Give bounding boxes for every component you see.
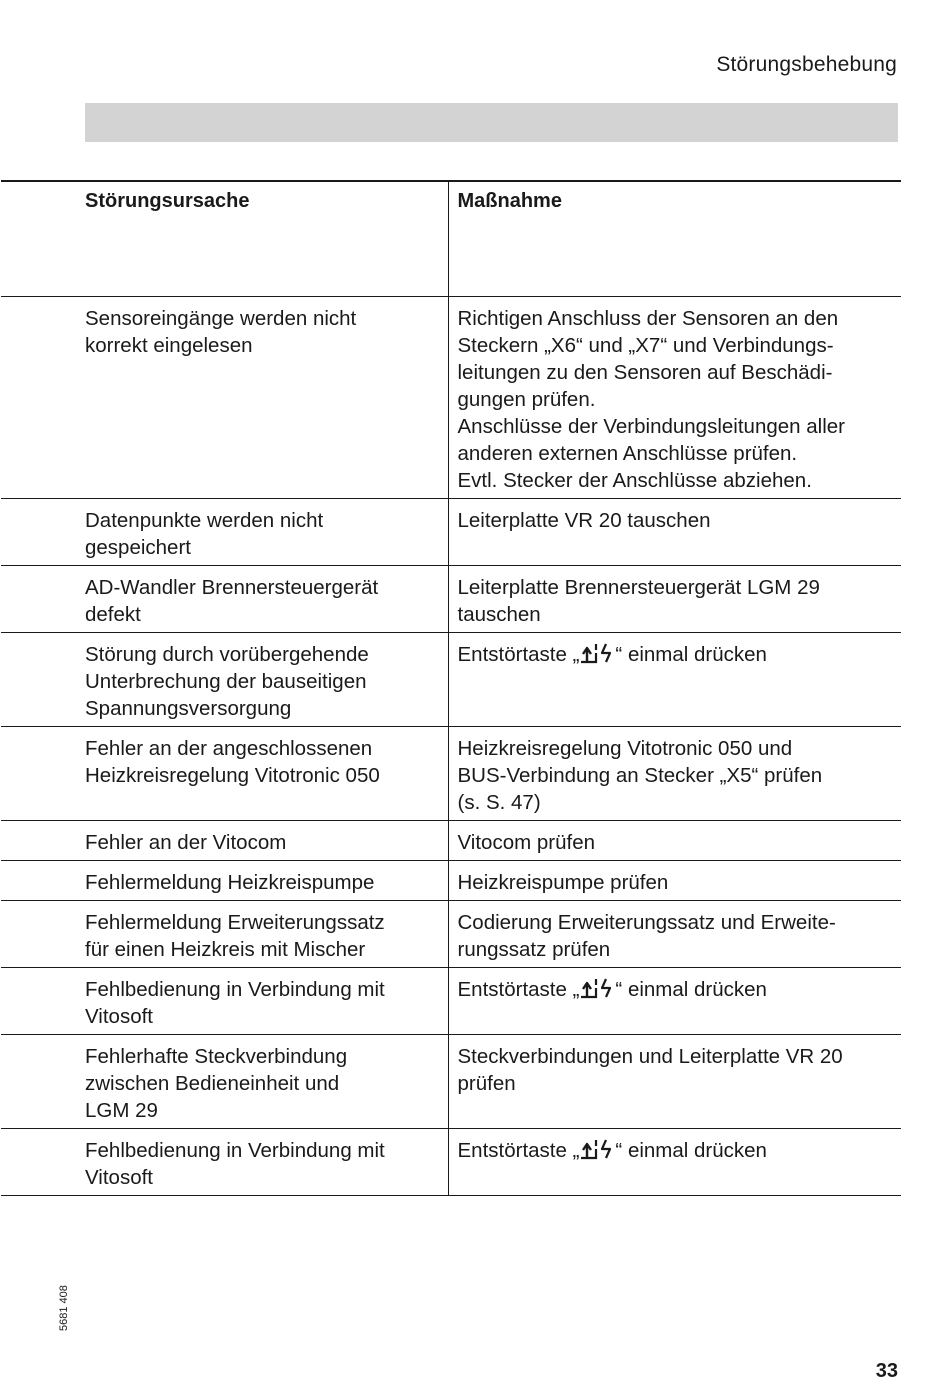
cause-line: Fehlermeldung Erweiterungssatz bbox=[85, 911, 385, 934]
header-band bbox=[85, 103, 898, 142]
action-cell bbox=[448, 566, 901, 633]
cause-cell bbox=[1, 633, 448, 727]
action-line bbox=[458, 976, 898, 1003]
section-title: Störungsbehebung bbox=[716, 53, 897, 76]
header-cause: Störungsursache bbox=[1, 181, 448, 297]
cause-line: Fehlbedienung in Verbindung mit bbox=[85, 1139, 385, 1162]
action-line: Steckverbindungen und Leiterplatte VR 20 bbox=[457, 1045, 843, 1068]
action-line: Richtigen Anschluss der Sensoren an den bbox=[457, 307, 839, 330]
cause-cell bbox=[1, 821, 448, 861]
action-cell bbox=[448, 1035, 901, 1129]
cause-line: LGM 29 bbox=[85, 1099, 158, 1122]
action-line: rungssatz prüfen bbox=[457, 938, 611, 961]
cause-cell bbox=[1, 727, 448, 821]
table-row bbox=[1, 297, 901, 499]
action-line bbox=[458, 641, 898, 668]
action-suffix: “ einmal drücken bbox=[615, 1139, 767, 1162]
table-row bbox=[1, 727, 901, 821]
table-row bbox=[1, 499, 901, 566]
table-row bbox=[1, 821, 901, 861]
action-line bbox=[458, 1137, 898, 1164]
action-suffix: “ einmal drücken bbox=[615, 978, 767, 1001]
action-line: Heizkreispumpe prüfen bbox=[457, 871, 669, 894]
action-line: Heizkreisregelung Vitotronic 050 und bbox=[457, 737, 793, 760]
action-cell bbox=[448, 1129, 901, 1196]
action-line: Evtl. Stecker der Anschlüsse abziehen. bbox=[457, 469, 812, 492]
cause-line: Fehlermeldung Heizkreispumpe bbox=[85, 871, 375, 894]
reset-button-icon bbox=[580, 977, 614, 999]
action-cell bbox=[448, 901, 901, 968]
cause-cell bbox=[1, 499, 448, 566]
cause-line: zwischen Bedieneinheit und bbox=[85, 1072, 340, 1095]
cause-line: korrekt eingelesen bbox=[85, 334, 253, 357]
cause-line: defekt bbox=[85, 603, 141, 626]
table-row bbox=[1, 861, 901, 901]
cause-cell bbox=[1, 297, 448, 499]
action-line: Steckern „X6“ und „X7“ und Verbindungs- bbox=[457, 334, 834, 357]
table-row bbox=[1, 901, 901, 968]
troubleshooting-table bbox=[1, 180, 901, 1196]
cause-line: Fehlbedienung in Verbindung mit bbox=[85, 978, 385, 1001]
table-row bbox=[1, 566, 901, 633]
reset-button-icon bbox=[580, 642, 614, 664]
action-cell bbox=[448, 499, 901, 566]
action-line: Anschlüsse der Verbindungsleitungen aller bbox=[457, 415, 845, 438]
cause-cell bbox=[1, 1129, 448, 1196]
table-header-row bbox=[1, 181, 901, 297]
cause-line: für einen Heizkreis mit Mischer bbox=[85, 938, 366, 961]
action-cell bbox=[448, 297, 901, 499]
action-line: Vitocom prüfen bbox=[457, 831, 596, 854]
header-action: Maßnahme bbox=[448, 181, 901, 297]
action-cell bbox=[448, 727, 901, 821]
action-cell bbox=[448, 968, 901, 1035]
cause-line: Fehlerhafte Steckverbindung bbox=[85, 1045, 348, 1068]
action-cell bbox=[448, 633, 901, 727]
table-row bbox=[1, 1129, 901, 1196]
action-suffix: “ einmal drücken bbox=[615, 643, 767, 666]
cause-line: Vitosoft bbox=[85, 1166, 153, 1189]
cause-line: gespeichert bbox=[85, 536, 191, 559]
table-row bbox=[1, 968, 901, 1035]
action-line: Leiterplatte Brennersteuergerät LGM 29 bbox=[457, 576, 820, 599]
reset-button-icon bbox=[580, 1138, 614, 1160]
cause-cell bbox=[1, 968, 448, 1035]
action-line: tauschen bbox=[457, 603, 541, 626]
cause-cell bbox=[1, 861, 448, 901]
action-line: (s. S. 47) bbox=[457, 791, 541, 814]
action-line: BUS-Verbindung an Stecker „X5“ prüfen bbox=[457, 764, 823, 787]
cause-cell bbox=[1, 901, 448, 968]
action-line: anderen externen Anschlüsse prüfen. bbox=[457, 442, 798, 465]
table-row bbox=[1, 1035, 901, 1129]
cause-line: Heizkreisregelung Vitotronic 050 bbox=[85, 764, 380, 787]
action-line: leitungen zu den Sensoren auf Beschädi- bbox=[457, 361, 833, 384]
action-line: Codierung Erweiterungssatz und Erweite- bbox=[457, 911, 836, 934]
cause-line: Datenpunkte werden nicht bbox=[85, 509, 324, 532]
document-number: 5681 408 bbox=[58, 1285, 70, 1331]
action-cell bbox=[448, 861, 901, 901]
cause-cell bbox=[1, 566, 448, 633]
action-cell bbox=[448, 821, 901, 861]
action-prefix: Entstörtaste „ bbox=[457, 978, 580, 1001]
page-number: 33 bbox=[875, 1360, 898, 1382]
action-prefix: Entstörtaste „ bbox=[457, 1139, 580, 1162]
cause-line: AD-Wandler Brennersteuergerät bbox=[85, 576, 379, 599]
action-line: gungen prüfen. bbox=[457, 388, 596, 411]
cause-line: Fehler an der Vitocom bbox=[85, 831, 287, 854]
action-prefix: Entstörtaste „ bbox=[457, 643, 580, 666]
cause-line: Störung durch vorübergehende bbox=[85, 643, 369, 666]
action-line: Leiterplatte VR 20 tauschen bbox=[457, 509, 711, 532]
cause-line: Spannungsversorgung bbox=[85, 697, 292, 720]
cause-cell bbox=[1, 1035, 448, 1129]
action-line: prüfen bbox=[457, 1072, 516, 1095]
cause-line: Fehler an der angeschlossenen bbox=[85, 737, 373, 760]
cause-line: Unterbrechung der bauseitigen bbox=[85, 670, 367, 693]
cause-line: Vitosoft bbox=[85, 1005, 153, 1028]
table-row bbox=[1, 633, 901, 727]
cause-line: Sensoreingänge werden nicht bbox=[85, 307, 357, 330]
